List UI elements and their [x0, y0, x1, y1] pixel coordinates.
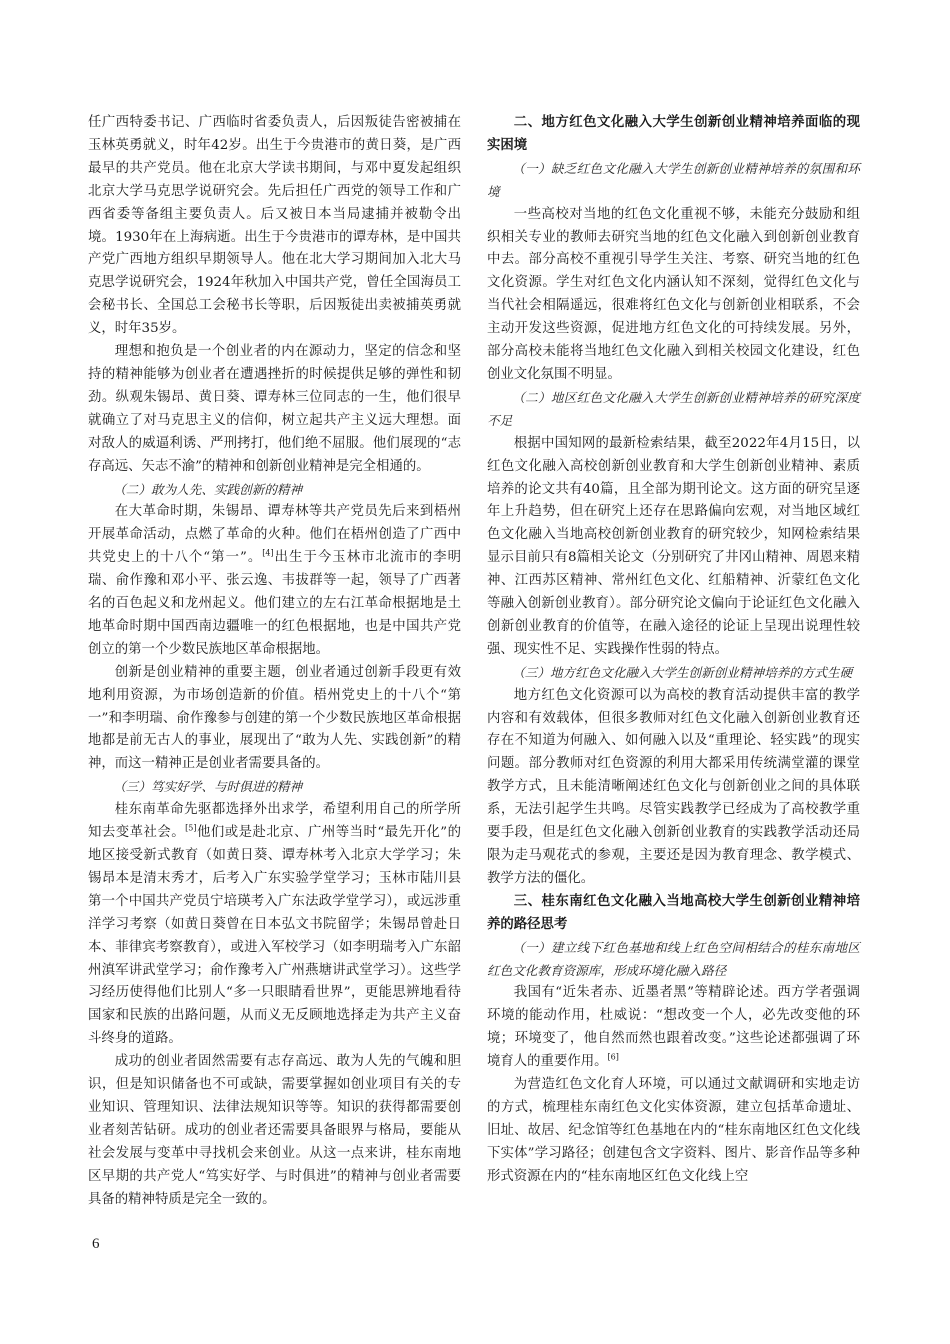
subsection-heading: （一）缺乏红色文化融入大学生创新创业精神培养的氛围和环境 [487, 160, 860, 199]
section-heading: 二、地方红色文化融入大学生创新创业精神培养面临的现实困境 [487, 115, 860, 153]
paragraph: 成功的创业者固然需要有志存高远、敢为人先的气魄和胆识，但是知识储备也不可或缺，需要掌握如创业项目有关的专业知识、管理知识、法律法规知识等等。知识的获得都需要创业者刻苦钻研。成功的创业者还需要具备眼界与格局，要能从社会发展与变革中寻找机会来创业。从这一点来讲，桂东南地区早期的共产党人“笃实好学、与时俱进”的精神与创业者需要具备的精神特质是完全一致的。 [88, 1054, 461, 1207]
paragraph: 创新是创业精神的重要主题，创业者通过创新手段更有效地利用资源，为市场创造新的价值。梧州党史上的十八个“第一”和李明瑞、俞作豫参与创建的第一个少数民族地区革命根据地都是前无古人的事业，展现出了“敢为人先、实践创新”的精神，而这一精神正是创业者需要具备的。 [88, 664, 461, 772]
subsection-heading: （三）笃实好学、与时俱进的精神 [113, 779, 303, 795]
citation-ref: [6] [607, 1052, 619, 1062]
paragraph: 为营造红色文化育人环境，可以通过文献调研和实地走访的方式，梳理桂东南红色文化实体资源，建立包括革命遗址、旧址、故居、纪念馆等红色基地在内的“桂东南地区红色文化线下实体”学习路径；创建包含文字资料、图片、影音作品等多种形式资源在内的“桂东南地区红色文化线上空 [487, 1077, 860, 1184]
citation-ref: [4] [262, 548, 274, 558]
paragraph-text: 在大革命时期，朱锡昂、谭寿林等共产党员先后来到梧州开展革命活动，点燃了革命的火种。他们在梧州创造了广西中共党史上的十八个“第一”。 [88, 504, 461, 566]
section-heading: 三、桂东南红色文化融入当地高校大学生创新创业精神培养的路径思考 [487, 893, 860, 932]
paragraph-text: 出生于今玉林市北流市的李明瑞、俞作豫和邓小平、张云逸、韦拔群等一起，领导了广西著名的百色起义和龙州起义。他们建立的左右江革命根据地是土地革命时期中国西南边疆唯一的红色根据地，也是中国共产党创立的第一个少数民族地区革命根据地。 [88, 550, 461, 657]
paragraph: 地方红色文化资源可以为高校的教育活动提供丰富的教学内容和有效载体，但很多教师对红色文化融入创新创业教育还存在不知道为何融入、如何融入以及“重理论、轻实践”的现实问题。部分教师对红色资源的利用大都采用传统满堂灌的课堂教学方式，且未能清晰阐述红色文化与创新创业之间的具体联系，无法引起学生共鸣。尽管实践教学已经成为了高校教学重要手段，但是红色文化融入创新创业教育的实践教学活动还局限为走马观花式的参观，主要还是因为教育理念、教学模式、教学方法的僵化。 [487, 687, 860, 886]
paragraph: 任广西特委书记、广西临时省委负责人，后因叛徒告密被捕在玉林英勇就义，时年42岁。出生于今贵港市的黄日葵，是广西最早的共产党员。他在北京大学读书期间，与邓中夏发起组织北京大学马克思学说研究会。先后担任广西党的领导工作和广西省委等备组主要负责人。后又被日本当局逮捕并被勒令出境。1930年在上海病逝。出生于今贵港市的谭寿林，是中国共产党广西地方组织早期领导人。他在北大学习期间加入北大马克思学说研究会，1924年秋加入中国共产党，曾任全国海员工会秘书长、全国总工会秘书长等职，后因叛徒出卖被捕英勇就义，时年35岁。 [88, 115, 461, 337]
subsection-heading: （二）地区红色文化融入大学生创新创业精神培养的研究深度不足 [487, 389, 860, 428]
subsection-heading: （三）地方红色文化融入大学生创新创业精神培养的方式生硬 [512, 664, 853, 680]
paragraph: 一些高校对当地的红色文化重视不够，未能充分鼓励和组织相关专业的教师去研究当地的红色文化融入到创新创业教育中去。部分高校不重视引导学生关注、考察、研究当地的红色文化资源。学生对红色文化内涵认知不深刻，觉得红色文化与当代社会相隔遥远，很难将红色文化与创新创业相联系，不会主动开发这些资源，促进地方红色文化的可持续发展。另外，部分高校未能将当地红色文化融入到相关校园文化建设，红色创业文化氛围不明显。 [487, 206, 860, 382]
paragraph [88, 799, 461, 1051]
paragraph-text: 他们或是赴北京、广州等当时“最先开化”的地区接受新式教育（如黄日葵、谭寿林考入北京大学学习；朱锡昂本是清末秀才，后考入广东实验学堂学习；玉林市陆川县第一个中国共产党员宁培瑛考入广东法政学堂学习），或远涉重洋学习考察（如黄日葵曾在日本弘文书院留学；朱锡昂曾赴日本、菲律宾考察教育），或进入军校学习（如李明瑞考入广东韶州滇军讲武堂学习；俞作豫考入广州燕塘讲武堂学习）。这些学习经历使得他们比别人“多一只眼睛看世界”，更能思辨地看待国家和民族的出路问题，从而义无反顾地选择走为共产主义奋斗终身的道路。 [88, 825, 461, 1047]
paragraph-text: 我国有“近朱者赤、近墨者黑”等精辟论述。西方学者强调环境的能动作用，杜威说：“想改变一个人，必先改变他的环境；环境变了，他自然而然也跟着改变。”这些论述都强调了环境育人的重要作用。 [487, 985, 860, 1070]
left-column [88, 112, 461, 1212]
citation-ref: [5] [185, 823, 197, 833]
subsection-heading: （一）建立线下红色基地和线上红色空间相结合的桂东南地区红色文化教育资源库，形成环境化融入路径 [487, 939, 860, 978]
subsection-heading: （二）敢为人先、实践创新的精神 [113, 481, 303, 497]
right-column [487, 112, 860, 1189]
paragraph [88, 501, 461, 661]
paragraph: 理想和抱负是一个创业者的内在源动力，坚定的信念和坚持的精神能够为创业者在遭遇挫折的时候提供足够的弹性和韧劲。纵观朱锡昂、黄日葵、谭寿林三位同志的一生，他们很早就确立了对马克思主义的信仰，树立起共产主义远大理想。面对敌人的威逼利诱、严刑拷打，他们绝不屈服。他们展现的“志存高远、矢志不渝”的精神和创新创业精神是完全相通的。 [88, 344, 461, 474]
paragraph [487, 982, 860, 1074]
paragraph: 根据中国知网的最新检索结果，截至2022年4月15日，以红色文化融入高校创新创业教育和大学生创新创业精神、素质培养的论文共有40篇，且全部为期刊论文。这方面的研究呈逐年上升趋势，但在研究上还存在思路偏向宏观，对当地区域红色文化融入当地高校创新创业教育的研究较少，知网检索结果显示目前只有8篇相关论文（分别研究了井冈山精神、周恩来精神、江西苏区精神、常州红色文化、红船精神、沂蒙红色文化等融入创新创业教育）。部分研究论文偏向于论证红色文化融入创新创业教育的价值等，在融入途径的论证上呈现出说理性较强、现实性不足、实践操作性弱的特点。 [487, 435, 860, 657]
paragraph-text: 桂东南革命先驱都选择外出求学，希望利用自己的所学所知去变革社会。 [88, 802, 461, 841]
page-number: 6 [92, 1236, 100, 1252]
